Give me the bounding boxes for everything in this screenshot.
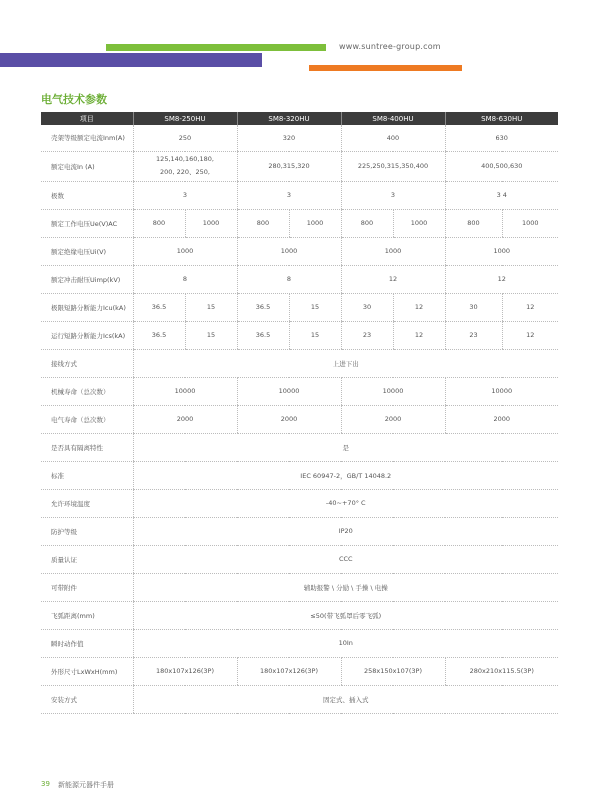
row-label: 极数 (41, 181, 133, 209)
table-row (41, 629, 558, 657)
row-label: 额定工作电压Ue(V)AC (41, 209, 133, 237)
table-cell: 23 (341, 321, 393, 349)
table-cell: 800 (445, 209, 502, 237)
table-cell: 800 (133, 209, 185, 237)
table-cell: 3 4 (445, 181, 558, 209)
table-cell (133, 151, 237, 181)
row-label: 标准 (41, 461, 133, 489)
table-cell: 15 (289, 321, 341, 349)
table-row (41, 433, 558, 461)
table-cell: 180x107x126(3P) (133, 657, 237, 685)
table-cell: 2000 (237, 405, 341, 433)
row-label: 可带附件 (41, 573, 133, 601)
table-row (41, 545, 558, 573)
table-cell: 1000 (237, 237, 341, 265)
column-header: SM8-400HU (341, 112, 445, 125)
table-cell: 36.5 (237, 293, 289, 321)
table-row (41, 461, 558, 489)
table-cell: 10000 (445, 377, 558, 405)
table-cell: 8 (237, 265, 341, 293)
table-cell: 23 (445, 321, 502, 349)
table-cell: 400,500,630 (445, 151, 558, 181)
page-number: 39 (41, 780, 50, 788)
header-purple-bar (0, 53, 262, 67)
row-label: 安装方式 (41, 685, 133, 713)
table-row (41, 657, 558, 685)
table-cell: 15 (289, 293, 341, 321)
table-cell: 12 (445, 265, 558, 293)
column-header: SM8-250HU (133, 112, 237, 125)
table-row (41, 265, 558, 293)
row-label: 允许环境温度 (41, 489, 133, 517)
table-cell: -40~+70° C (133, 489, 558, 517)
table-cell: 30 (445, 293, 502, 321)
row-label: 额定冲击耐压Uimp(kV) (41, 265, 133, 293)
table-cell: 36.5 (133, 321, 185, 349)
table-cell: 1000 (133, 237, 237, 265)
table-cell: 225,250,315,350,400 (341, 151, 445, 181)
table-cell: 2000 (133, 405, 237, 433)
row-label: 是否具有隔离特性 (41, 433, 133, 461)
table-cell: 固定式、插入式 (133, 685, 558, 713)
row-label: 额定电流In (A) (41, 151, 133, 181)
section-title: 电气技术参数 (41, 93, 107, 106)
row-label: 质量认证 (41, 545, 133, 573)
table-cell: IP20 (133, 517, 558, 545)
table-cell: 1000 (185, 209, 237, 237)
row-label: 瞬时动作值 (41, 629, 133, 657)
table-cell: 280x210x115.5(3P) (445, 657, 558, 685)
table-cell: 是 (133, 433, 558, 461)
table-cell: 8 (133, 265, 237, 293)
table-cell: 上进下出 (133, 349, 558, 377)
footer-title: 新能源元器件手册 (58, 781, 114, 789)
row-label: 运行短路分断能力Ics(kA) (41, 321, 133, 349)
table-row (41, 237, 558, 265)
row-label: 壳架等级额定电流Inm(A) (41, 125, 133, 151)
table-cell: 辅助报警 \ 分励 \ 手操 \ 电操 (133, 573, 558, 601)
table-cell: 10000 (133, 377, 237, 405)
table-cell: 180x107x126(3P) (237, 657, 341, 685)
table-row (41, 151, 558, 181)
table-cell: 12 (502, 293, 558, 321)
table-row (41, 573, 558, 601)
table-cell: 3 (237, 181, 341, 209)
table-row (41, 349, 558, 377)
table-cell: 258x150x107(3P) (341, 657, 445, 685)
row-label: 额定绝缘电压Ui(V) (41, 237, 133, 265)
row-label: 接线方式 (41, 349, 133, 377)
website-url[interactable]: www.suntree-group.com (339, 42, 441, 51)
table-cell: IEC 60947-2，GB/T 14048.2 (133, 461, 558, 489)
table-cell: 800 (341, 209, 393, 237)
table-cell: ≤50(带飞弧罩后零飞弧) (133, 601, 558, 629)
table-cell: 12 (393, 321, 445, 349)
table-cell: 1000 (445, 237, 558, 265)
header-green-bar (106, 44, 326, 51)
table-row (41, 293, 558, 321)
table-cell: 12 (393, 293, 445, 321)
table-cell: 1000 (289, 209, 341, 237)
table-cell: 1000 (341, 237, 445, 265)
table-row (41, 489, 558, 517)
table-cell: 280,315,320 (237, 151, 341, 181)
table-cell: 10000 (237, 377, 341, 405)
cell-line: 200, 220、250, (160, 168, 210, 176)
table-cell: 250 (133, 125, 237, 151)
table-row (41, 321, 558, 349)
table-cell: 630 (445, 125, 558, 151)
table-row (41, 517, 558, 545)
column-header: SM8-320HU (237, 112, 341, 125)
table-cell: 1000 (502, 209, 558, 237)
table-cell: 36.5 (237, 321, 289, 349)
table-row (41, 601, 558, 629)
table-cell: 30 (341, 293, 393, 321)
row-label: 外形尺寸LxWxH(mm) (41, 657, 133, 685)
table-row (41, 125, 558, 151)
row-label: 防护等级 (41, 517, 133, 545)
row-label: 飞弧距离(mm) (41, 601, 133, 629)
column-header: 项目 (41, 112, 133, 125)
table-row (41, 377, 558, 405)
table-row (41, 405, 558, 433)
table-cell: 3 (133, 181, 237, 209)
table-cell: 10000 (341, 377, 445, 405)
row-label: 电气寿命（总次数） (41, 405, 133, 433)
spec-table (41, 112, 558, 714)
column-header: SM8-630HU (445, 112, 558, 125)
table-row (41, 685, 558, 713)
table-cell: 1000 (393, 209, 445, 237)
table-cell: 2000 (341, 405, 445, 433)
table-header-row (41, 112, 558, 125)
table-cell: 800 (237, 209, 289, 237)
table-cell: 15 (185, 293, 237, 321)
table-cell: 36.5 (133, 293, 185, 321)
table-cell: 12 (341, 265, 445, 293)
table-cell: 2000 (445, 405, 558, 433)
table-cell: 3 (341, 181, 445, 209)
table-cell: 320 (237, 125, 341, 151)
cell-line: 125,140,160,180, (156, 155, 214, 163)
row-label: 极限短路分断能力Icu(kA) (41, 293, 133, 321)
table-row (41, 181, 558, 209)
table-cell: 10In (133, 629, 558, 657)
table-cell: 12 (502, 321, 558, 349)
table-cell: 400 (341, 125, 445, 151)
table-cell: 15 (185, 321, 237, 349)
table-cell: CCC (133, 545, 558, 573)
row-label: 机械寿命（总次数） (41, 377, 133, 405)
table-row (41, 209, 558, 237)
header-orange-bar (309, 65, 462, 71)
